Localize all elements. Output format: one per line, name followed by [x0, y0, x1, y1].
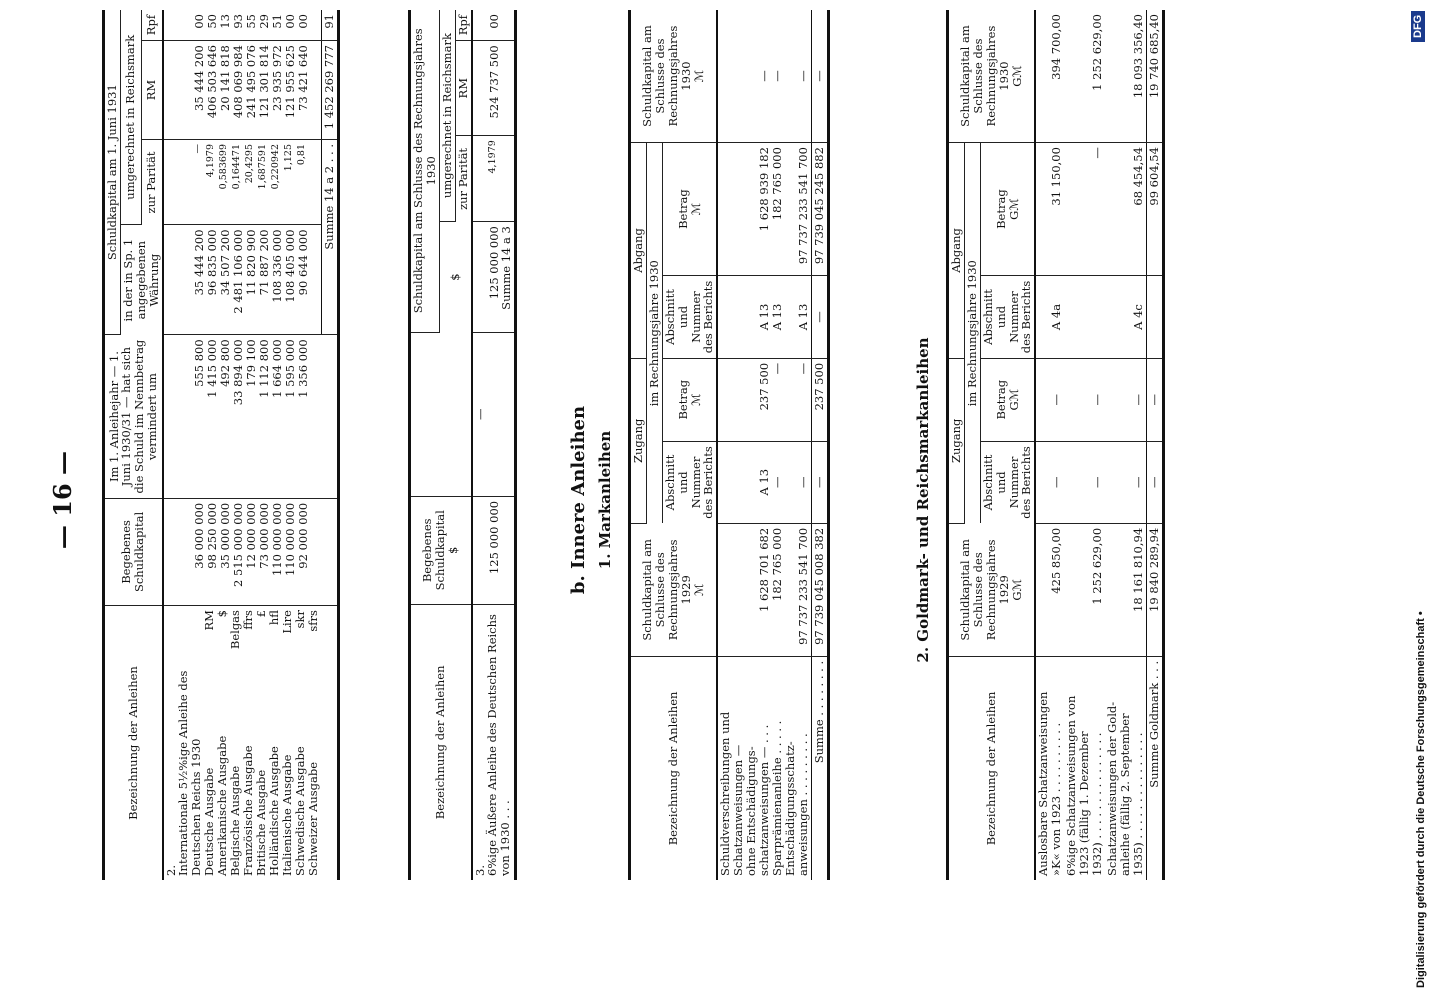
col-waehrung: in der in Sp. 1 angegebenen Währung — [120, 238, 161, 322]
col-umgerechnet: umgerechnet in Reichsmark — [439, 10, 455, 222]
rpf-cell — [163, 10, 322, 41]
sum-label: Summe 14 a 3 — [499, 226, 514, 310]
col-paritaet: zur Parität — [455, 147, 470, 210]
section-heading: b. Innere Anleihen — [568, 405, 589, 595]
begeben-value: 92 000 000 — [295, 502, 310, 569]
rpf-value: 00 — [486, 14, 501, 29]
table-row — [1105, 10, 1147, 880]
waehrung-value: 108 405 000 — [282, 229, 297, 303]
mark-loans-table — [628, 10, 830, 880]
paritaet-value: 1,687591 — [256, 143, 268, 190]
col-bezeichnung: Bezeichnung der Anleihen — [984, 691, 999, 846]
rpf-value: 51 — [269, 14, 284, 29]
waehrung-value: 96 835 000 — [204, 229, 219, 296]
cell-value: — — [770, 476, 785, 488]
col-begeben: Begebenes Schuldkapital $ — [410, 496, 472, 604]
loan-title: Internationale 5½%ige Anleihe des Deutschen Reichs 1930 — [176, 670, 204, 876]
col-zu-abschnitt: Abschnitt und Nummer des Berichts — [980, 446, 1034, 519]
rm-value: 23 935 972 — [269, 45, 284, 111]
row-labels — [717, 656, 812, 880]
waehrung-value: 71 887 200 — [256, 229, 271, 296]
begeben-cell — [163, 498, 322, 605]
paritaet-value: 4,1979 — [486, 140, 498, 174]
cell-value: 1 628 939 182 — [757, 147, 772, 232]
waehrung-value: 2 481 106 000 — [230, 229, 245, 314]
col-rpf: Rpf — [455, 10, 471, 41]
col-rpf: Rpf — [141, 10, 162, 41]
cell-value: — — [757, 70, 772, 82]
paritaet-value: 0,164471 — [230, 143, 242, 190]
paritaet-value: — — [191, 143, 203, 154]
col-tilgung — [410, 332, 472, 496]
issue-name: Italienische Ausgabe — [280, 754, 295, 876]
cell-value: 68 454,54 — [1131, 147, 1146, 206]
rpf-value: 00 — [191, 14, 206, 29]
tilgung-value: 179 100 — [243, 339, 258, 387]
row-label-line: Auslosbare Schatzanweisungen — [1036, 691, 1051, 876]
issue-currency: sfrs — [306, 610, 321, 632]
issue-currency: $ — [215, 610, 230, 618]
rpf-value: 13 — [217, 14, 232, 29]
begeben-value: 110 000 000 — [282, 502, 297, 576]
col-kap-start: Schuldkapital am Schlusse des Rechnungsjahres 1929 Gℳ — [948, 523, 1036, 656]
loan-name: 6%ige Äußere Anleihe des Deutschen Reichs von 1930 . . . — [485, 614, 513, 876]
cell-value: 18 161 810,94 — [1131, 527, 1146, 612]
cell-ab-abs — [1064, 276, 1105, 359]
row-label-line: Sparprämienanleihe . . . . . — [770, 720, 785, 876]
issue-currency: RM — [202, 610, 217, 631]
waehrung-value: 34 507 200 — [217, 229, 232, 296]
issue-currency: ffrs — [241, 610, 256, 630]
issue-name: Schweizer Ausgabe — [306, 761, 321, 876]
sum-ab-abs — [1147, 276, 1164, 359]
issue-currency: skr — [293, 610, 308, 629]
paritaet-value: 0,583699 — [217, 143, 229, 190]
row-label-line: 6%ige Schatzanweisungen von — [1064, 695, 1079, 876]
sum-label: Summe Goldmark . . . — [1147, 656, 1164, 880]
currency-label: $ — [446, 546, 461, 554]
table-row — [1035, 10, 1064, 880]
issue-name: Holländische Ausgabe — [267, 746, 282, 876]
sum-kap-end: — — [812, 10, 829, 143]
cell-zu-betrag — [1105, 358, 1147, 441]
waehrung-value: 108 336 000 — [269, 229, 284, 303]
waehrung-value: 90 644 000 — [295, 229, 310, 296]
subsection-heading: 2. Goldmark- und Reichsmarkanleihen — [914, 337, 932, 663]
cell-value: 425 850,00 — [1049, 527, 1064, 594]
cell-value: 1 628 701 682 — [757, 527, 772, 612]
cell-value: A 13 — [796, 303, 811, 331]
cell-ab-abs — [1105, 276, 1147, 359]
row-label-line: 1923 (fällig 1. Dezember — [1077, 731, 1092, 876]
row-label-line: schatzanweisungen — . . . — [757, 724, 772, 876]
paritaet-value: 20,4295 — [243, 143, 255, 184]
paritaet-cell — [163, 139, 322, 224]
sum-kap-start: 19 840 289,94 — [1147, 523, 1164, 656]
group-label: 2. — [163, 865, 178, 876]
rm-value: 406 503 646 — [204, 45, 219, 119]
rpf-value: 00 — [295, 14, 310, 29]
issue-name: Belgische Ausgabe — [228, 765, 243, 876]
sum-rpf: 91 — [321, 10, 338, 41]
col-ab-betrag: Betrag Gℳ — [980, 143, 1035, 276]
sidebar — [1408, 0, 1436, 1000]
table-row — [1064, 10, 1105, 880]
col-rm: RM — [455, 41, 471, 136]
cell-value: 237 500 — [757, 362, 772, 411]
row-label-line: 1932) . . . . . . . . . . . . . . . — [1090, 732, 1105, 876]
cell-value: — — [1090, 147, 1105, 159]
rm-value: 121 301 814 — [256, 45, 271, 119]
cell-value: A 4a — [1049, 303, 1064, 331]
begeben-value: 125 000 000 — [486, 500, 501, 575]
cell-ab-betrag — [1105, 143, 1147, 276]
sum-zu-abs: — — [1147, 441, 1164, 523]
sum-label: Summe 14 a 2 . . . — [321, 139, 338, 334]
tilgung-value: 33 894 000 — [230, 339, 245, 406]
cell-value: 182 765 000 — [770, 527, 785, 601]
issue-name: Amerikanische Ausgabe — [215, 735, 230, 876]
cell-value: — — [1049, 476, 1064, 488]
row-label-line: 1935) . . . . . . . . . . . . . . . — [1131, 732, 1146, 876]
cell-kap-start — [1035, 523, 1064, 656]
cell-value: 31 150,00 — [1049, 147, 1064, 206]
cell-kap-start — [1105, 523, 1147, 656]
cell-value: — — [1090, 476, 1105, 488]
zu-abs-cell — [717, 441, 812, 523]
table-row — [717, 10, 812, 880]
cell-value — [1091, 280, 1104, 354]
issue-line — [307, 610, 320, 876]
col-bezeichnung: Bezeichnung der Anleihen — [433, 665, 448, 820]
sum-label: Summe . . . . . . . . — [812, 656, 829, 880]
cell-value: — — [796, 70, 811, 82]
cell-value: A 4c — [1131, 304, 1146, 330]
issue-name: Deutsche Ausgabe — [202, 767, 217, 876]
cell-value: A 13 — [757, 468, 772, 496]
rm-cell — [163, 41, 322, 140]
tilgung-value: 555 800 — [191, 339, 206, 387]
tilgung-value: 1 356 000 — [295, 339, 310, 398]
begeben-value: 36 000 000 — [191, 502, 206, 569]
cell-value: A 13 — [757, 303, 772, 331]
col-dollar: $ — [447, 273, 462, 281]
row-label — [1064, 656, 1105, 880]
col-zugang: Zugang — [948, 358, 965, 523]
waehrung-value: 35 444 200 — [191, 229, 206, 296]
dfg-logo: DFG — [1411, 11, 1425, 42]
cell-value: A 13 — [770, 303, 785, 331]
cell-value: 182 765 000 — [770, 147, 785, 221]
col-zugang: Zugang — [630, 358, 647, 523]
cell-kap-end — [1064, 10, 1105, 143]
tilgung-value: 492 800 — [217, 339, 232, 387]
funding-notice: Digitalisierung gefördert durch die Deutsche Forschungsgemeinschaft • — [1415, 611, 1427, 988]
issue-currency: hfl — [267, 610, 282, 626]
paritaet-value: 0,220942 — [269, 143, 281, 190]
sum-ab-betrag: 97 739 045 245 882 — [812, 143, 829, 276]
tilgung-value: — — [472, 332, 516, 496]
page-number: — 16 — — [48, 450, 77, 550]
waehrung-value: 11 820 900 — [243, 229, 258, 296]
col-ab-abschnitt: Abschnitt und Nummer des Berichts — [662, 276, 717, 359]
loan-issues — [203, 610, 320, 876]
col-paritaet: zur Parität — [144, 151, 159, 214]
cell-value: 97 737 233 541 700 — [796, 527, 811, 645]
cell-ab-abs — [1035, 276, 1064, 359]
tilgung-cell — [163, 335, 322, 499]
issue-currency: £ — [254, 610, 269, 618]
col-zu-abschnitt: Abschnitt und Nummer des Berichts — [662, 446, 716, 519]
issue-currency: Belgas — [228, 610, 243, 650]
col-schuldkapital: Schuldkapital am Schlusse des Rechnungsjahres 1930 — [410, 10, 440, 332]
sum-kap-start: 97 739 045 008 382 — [812, 523, 829, 656]
cell-zu-abs — [1064, 441, 1105, 523]
issue-name: Französische Ausgabe — [241, 745, 256, 876]
issue-currency: Lire — [280, 610, 295, 634]
row-label-line: anleihe (fällig 2. September — [1118, 713, 1133, 876]
ab-betrag-cell — [717, 143, 812, 276]
waehrung-cell — [163, 225, 322, 335]
begeben-value: 12 000 000 — [243, 502, 258, 569]
col-ab-abschnitt: Abschnitt und Nummer des Berichts — [980, 276, 1035, 359]
sum-zu-betrag: — — [1147, 358, 1164, 441]
col-zu-betrag: Betrag ℳ — [662, 358, 717, 441]
sum-ab-abs: — — [812, 276, 829, 359]
paritaet-value: 4,1979 — [204, 143, 216, 178]
cell-ab-betrag — [1064, 143, 1105, 276]
tilgung-value: 1 415 000 — [204, 339, 219, 398]
cell-value: 97 737 233 541 700 — [796, 147, 811, 265]
cell-kap-start — [1064, 523, 1105, 656]
cell-value: — — [1131, 393, 1146, 406]
rm-value: 73 421 640 — [295, 45, 310, 111]
col-rm: RM — [141, 41, 162, 140]
paritaet-value: 1,125 — [282, 143, 294, 172]
rm-value: 20 141 818 — [217, 45, 232, 111]
loan-names-cell — [163, 606, 322, 880]
cell-value: 394 700,00 — [1049, 14, 1064, 80]
external-loan-table — [408, 10, 517, 880]
col-rechnungsjahr: im Rechnungsjahre 1930 — [964, 143, 980, 524]
tilgung-value: 1 112 800 — [256, 339, 271, 398]
sum-row — [321, 10, 338, 880]
rpf-value: 50 — [204, 14, 219, 29]
col-umgerechnet: umgerechnet in Reichsmark — [120, 10, 141, 225]
rm-value: 35 444 200 — [191, 45, 206, 111]
rpf-value: 93 — [230, 14, 245, 29]
sum-kap-end: 19 740 685,40 — [1147, 10, 1164, 143]
rpf-value: 29 — [256, 14, 271, 29]
rm-value: 121 955 625 — [282, 45, 297, 119]
issue-name: Schwedische Ausgabe — [293, 746, 308, 876]
table-row — [163, 10, 322, 880]
cell-zu-betrag — [1064, 358, 1105, 441]
cell-ab-betrag — [1035, 143, 1064, 276]
cell-zu-abs — [1105, 441, 1147, 523]
rm-value: 524 737 500 — [486, 45, 501, 119]
row-label-line: Schatzanweisungen — — [731, 744, 746, 876]
rm-value: 408 069 984 — [230, 45, 245, 119]
row-label-line: ohne Entschädigungs- — [744, 746, 759, 876]
sum-zu-abs: — — [812, 441, 829, 523]
dollar-value: 125 000 000 — [486, 226, 501, 300]
foreign-loans-table — [102, 10, 340, 880]
cell-value: — — [770, 362, 785, 375]
col-abgang: Abgang — [630, 143, 647, 359]
col-zu-betrag: Betrag Gℳ — [980, 358, 1035, 441]
cell-value: 18 093 356,40 — [1131, 14, 1146, 99]
col-kap-end: Schuldkapital am Schlusse des Rechnungsjahres 1930 Gℳ — [948, 10, 1036, 143]
cell-zu-abs — [1035, 441, 1064, 523]
begeben-value: 98 250 000 — [204, 502, 219, 569]
begeben-value: 35 000 000 — [217, 502, 232, 569]
zu-betrag-cell — [717, 358, 812, 441]
sum-row — [1147, 10, 1164, 880]
row-label-line: anweisungen . . . . . . . . . — [796, 733, 811, 876]
table-row — [472, 10, 516, 880]
row-label-line: Entschädigungsschatz- — [783, 741, 798, 876]
row-label — [1035, 656, 1064, 880]
rm-value: 241 495 076 — [243, 45, 258, 119]
kap-end-cell — [717, 10, 812, 143]
tilgung-value: 1 595 000 — [282, 339, 297, 398]
cell-kap-end — [1105, 10, 1147, 143]
sum-zu-betrag: 237 500 — [812, 358, 829, 441]
cell-zu-betrag — [1035, 358, 1064, 441]
begeben-value: 73 000 000 — [256, 502, 271, 569]
issue-name: Britische Ausgabe — [254, 769, 269, 876]
col-abgang: Abgang — [948, 143, 965, 359]
col-ab-betrag: Betrag ℳ — [662, 143, 717, 276]
cell-value: 1 252 629,00 — [1090, 14, 1105, 91]
begeben-value: 110 000 000 — [269, 502, 284, 576]
col-tilgung: Im 1. Anleihejahr — 1. Juni 1930/31 — hat sich die Schuld im Nennbetrag vermindert um — [104, 335, 163, 499]
kap-start-cell — [717, 523, 812, 656]
row-label-line: Schuldverschreibungen und — [718, 711, 733, 876]
cell-value: — — [1131, 476, 1146, 488]
cell-value: — — [770, 70, 785, 82]
col-kap-end: Schuldkapital am Schlusse des Rechnungsjahres 1930 ℳ — [630, 10, 718, 143]
begeben-value: 2 515 000 000 — [230, 502, 245, 587]
col-bezeichnung: Bezeichnung der Anleihen — [125, 666, 140, 820]
rpf-value: 55 — [243, 14, 258, 29]
cell-value: — — [1090, 393, 1105, 406]
col-rechnungsjahr: im Rechnungsjahre 1930 — [646, 143, 662, 524]
group-label: 3. — [472, 865, 487, 876]
sum-row — [812, 10, 829, 880]
paritaet-value: 0,81 — [295, 143, 307, 166]
sum-ab-betrag: 99 604,54 — [1147, 143, 1164, 276]
sum-rm: 1 452 269 777 — [321, 41, 338, 140]
col-bezeichnung: Bezeichnung der Anleihen — [666, 691, 681, 846]
cell-value: 1 252 629,00 — [1090, 527, 1105, 605]
cell-kap-end — [1035, 10, 1064, 143]
row-label — [1105, 656, 1147, 880]
subsection-heading: 1. Markanleihen — [596, 430, 614, 570]
row-label-line: Schatzanweisungen der Gold- — [1105, 701, 1120, 876]
cell-value: — — [1049, 393, 1064, 406]
goldmark-loans-table — [946, 10, 1165, 880]
rpf-value: 00 — [282, 14, 297, 29]
col-kap-start: Schuldkapital am Schlusse des Rechnungsjahres 1929 ℳ — [630, 523, 718, 656]
cell-value: — — [796, 362, 811, 375]
cell-value: — — [796, 476, 811, 488]
col-begeben: Begebenes Schuldkapital — [104, 498, 163, 605]
col-schuldkapital: Schuldkapital am 1. Juni 1931 — [104, 10, 121, 335]
tilgung-value: 1 664 000 — [269, 339, 284, 398]
row-label-line: »K« von 1923 . . . . . . . . . . — [1049, 722, 1064, 876]
ab-abs-cell — [717, 276, 812, 359]
